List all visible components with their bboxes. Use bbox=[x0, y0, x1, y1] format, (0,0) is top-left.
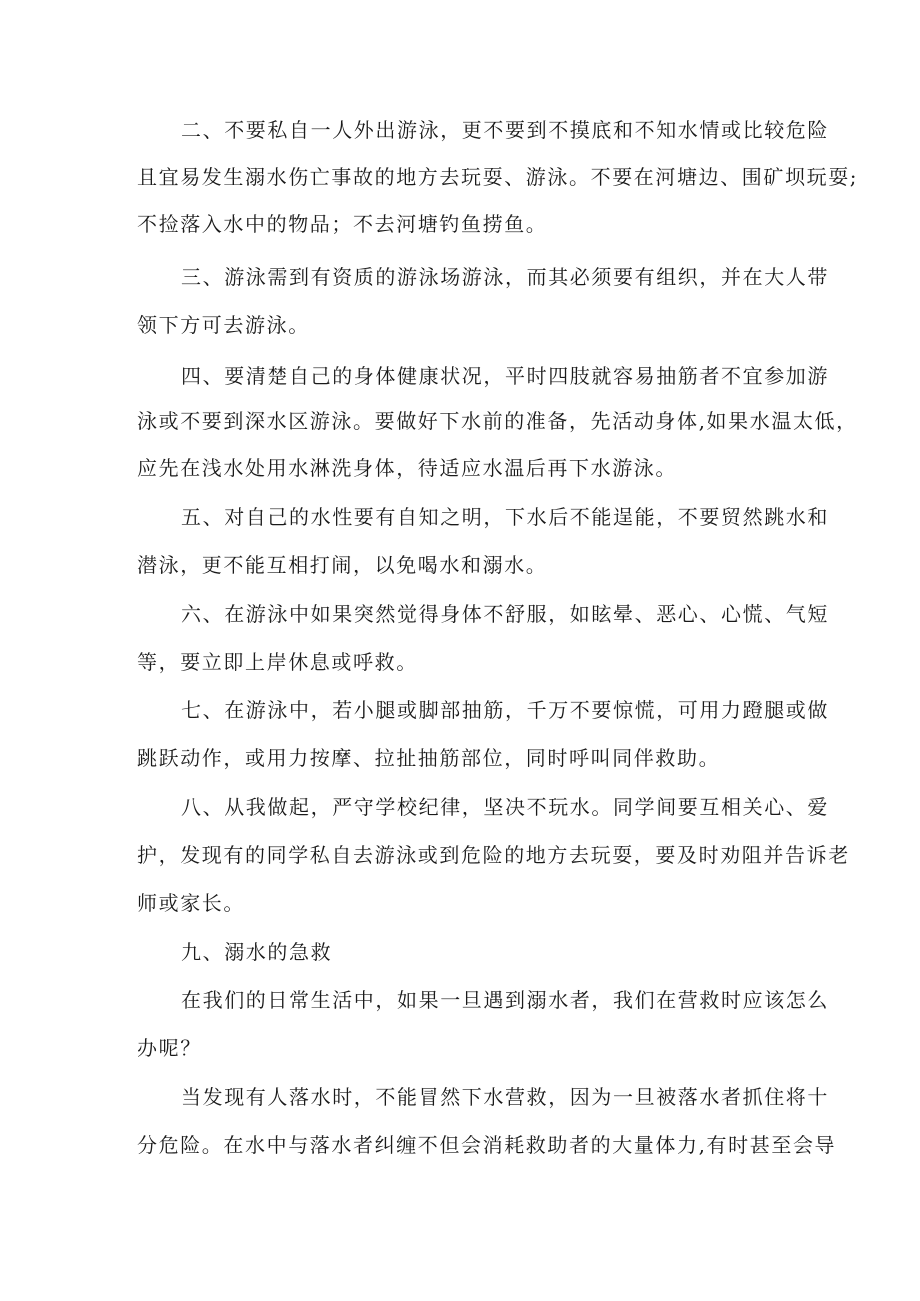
text-line: 五、对自己的水性要有自知之明，下水后不能逞能，不要贸然跳水和 bbox=[181, 505, 829, 529]
text-line: 且宜易发生溺水伤亡事故的地方去玩耍、游泳。不要在河塘边、围矿坝玩耍; bbox=[137, 165, 859, 189]
text-line: 应先在浅水处用水淋洗身体，待适应水温后再下水游泳。 bbox=[137, 456, 677, 480]
text-line: 等，要立即上岸休息或呼救。 bbox=[137, 650, 418, 674]
text-line: 八、从我做起，严守学校纪律，坚决不玩水。同学间要互相关心、爱 bbox=[181, 795, 829, 819]
text-line: 护，发现有的同学私自去游泳或到危险的地方去玩耍，要及时劝阻并告诉老 bbox=[137, 843, 850, 867]
text-line: 当发现有人落水时，不能冒然下水营救，因为一旦被落水者抓住将十 bbox=[181, 1085, 829, 1109]
text-line: 二、不要私自一人外出游泳，更不要到不摸底和不知水情或比较危险 bbox=[181, 118, 829, 142]
text-line: 跳跃动作，或用力按摩、拉扯抽筋部位，同时呼叫同伴救助。 bbox=[137, 746, 721, 770]
text-line: 分危险。在水中与落水者纠缠不但会消耗救助者的大量体力,有时甚至会导 bbox=[137, 1133, 837, 1157]
text-line: 三、游泳需到有资质的游泳场游泳，而其必须要有组织，并在大人带 bbox=[181, 265, 829, 289]
text-line: 四、要清楚自己的身体健康状况，平时四肢就容易抽筋者不宜参加游 bbox=[181, 364, 829, 388]
text-line: 师或家长。 bbox=[137, 891, 245, 915]
text-line: 潜泳，更不能互相打闹，以免喝水和溺水。 bbox=[137, 553, 548, 577]
section-heading: 九、溺水的急救 bbox=[181, 940, 333, 964]
text-line: 七、在游泳中，若小腿或脚部抽筋，千万不要惊慌，可用力蹬腿或做 bbox=[181, 698, 829, 722]
text-line: 在我们的日常生活中，如果一旦遇到溺水者，我们在营救时应该怎么 bbox=[181, 988, 829, 1012]
text-line: 办呢？ bbox=[137, 1036, 202, 1060]
text-line: 泳或不要到深水区游泳。要做好下水前的准备，先活动身体,如果水温太低， bbox=[137, 409, 858, 433]
text-line: 领下方可去游泳。 bbox=[137, 313, 310, 337]
text-line: 不捡落入水中的物品；不去河塘钓鱼捞鱼。 bbox=[137, 212, 548, 236]
text-line: 六、在游泳中如果突然觉得身体不舒服，如眩晕、恶心、心慌、气短 bbox=[181, 602, 829, 626]
